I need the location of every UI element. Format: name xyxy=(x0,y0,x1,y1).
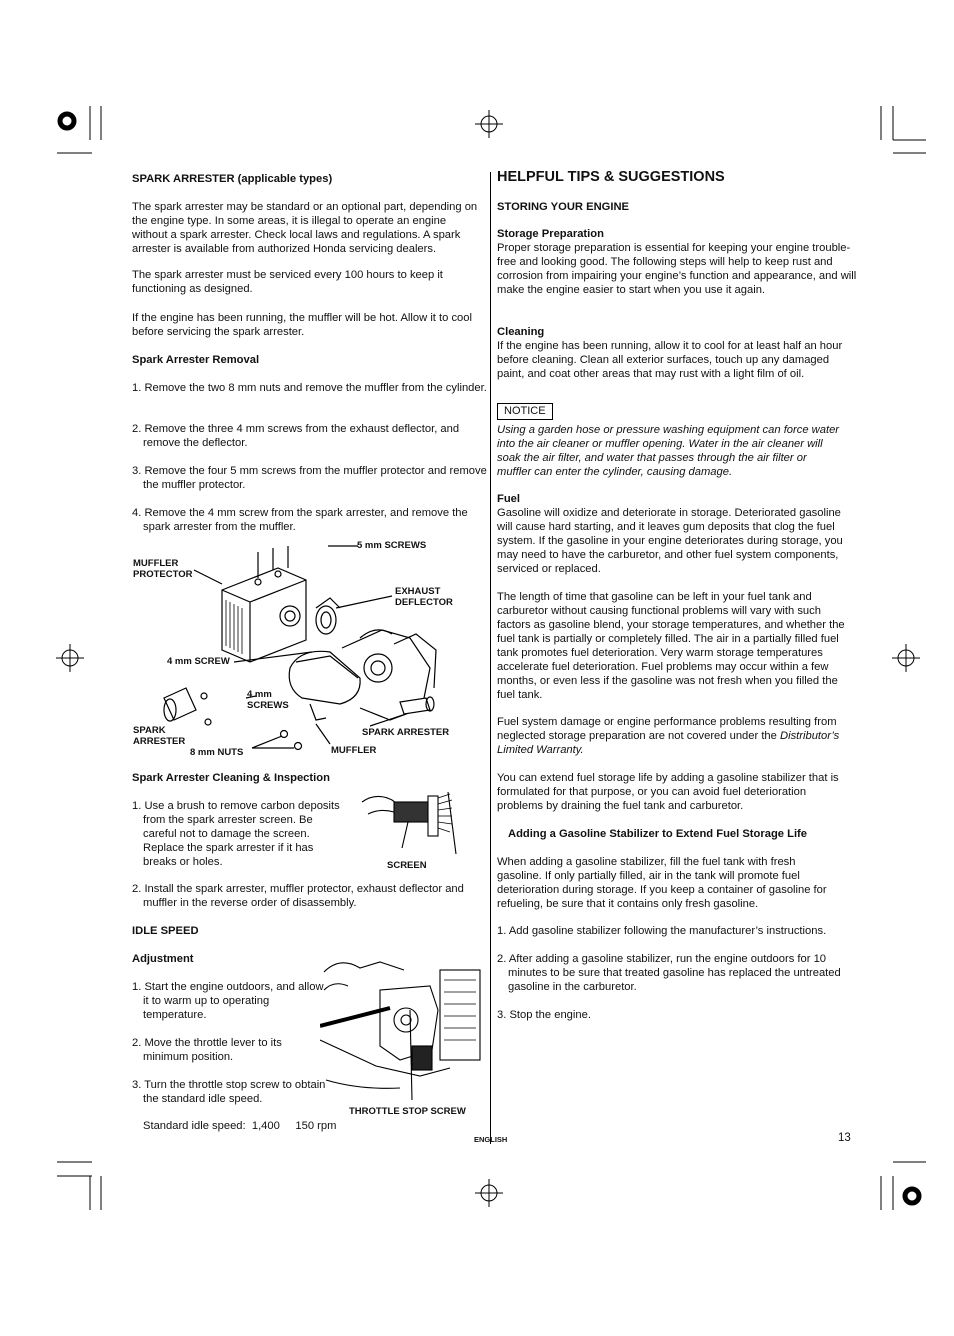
stabilizer-step: 2. After adding a gasoline stabilizer, run the engine outdoors for 10 minutes to be sure that treated gasoline has replaced the untreated gasoline in the carburetor. xyxy=(497,953,841,993)
fuel-paragraph-2: The length of time that gasoline can be left in your fuel tank and carburetor without causing functional problems will vary with such factors as gasoline blend, your storage temperatures, and whether the fuel tank is partially or completely filled. The air in a partially filled fuel tank promotes fuel deterioration. Very warm storage temperatures accelerate fuel deterioration. Fuel problems may occur within a few months, or even less if the gasoline was not fresh when you filled the fuel tank. xyxy=(497,591,848,701)
idle-speed-spec: Standard idle speed: 1,400 150 rpm xyxy=(143,1120,337,1132)
column-divider xyxy=(490,172,491,1144)
removal-title: Spark Arrester Removal xyxy=(132,354,260,366)
label-4mm-screws: 4 mm SCREWS xyxy=(247,689,289,711)
notice-badge: NOTICE xyxy=(497,403,553,420)
idle-speed-title: IDLE SPEED xyxy=(132,925,199,937)
spark-arrester-paragraph-3: If the engine has been running, the muffler will be hot. Allow it to cool before servicing the spark arrester. xyxy=(132,312,476,338)
idle-step: 3. Turn the throttle stop screw to obtain the standard idle speed. xyxy=(132,1079,326,1105)
label-spark-arrester-right: SPARK ARRESTER xyxy=(362,727,450,738)
spark-arrester-paragraph-1: The spark arrester may be standard or an optional part, depending on the engine type. In some areas, it is illegal to operate an engine without a spark arrester. Check local laws and regulations. A spark arrester is available from authorized Honda servicing dealers. xyxy=(132,201,481,255)
stabilizer-paragraph: When adding a gasoline stabilizer, fill the fuel tank with fresh gasoline. If only partially filled, air in the tank will promote fuel deterioration during storage. If you keep a container of gasoline for refueling, be sure that it contains only fresh gasoline. xyxy=(497,856,830,910)
notice-text: Using a garden hose or pressure washing equipment can force water into the air cleaner or muffler opening. Water in the air cleaner will soak the air filter, and water that passes through the air filter or muffler can enter the cylinder, causing damage. xyxy=(497,424,843,478)
language-label: ENGLISH xyxy=(474,1135,508,1144)
storing-title: STORING YOUR ENGINE xyxy=(497,201,629,213)
label-4mm-screw: 4 mm SCREW xyxy=(167,656,230,667)
cleaning-subtitle: Cleaning xyxy=(497,326,545,338)
removal-step: 4. Remove the 4 mm screw from the spark arrester, and remove the spark arrester from the muffler. xyxy=(132,507,468,533)
label-throttle-stop-screw: THROTTLE STOP SCREW xyxy=(349,1106,466,1117)
cleaning-text: If the engine has been running, allow it to cool for at least half an hour before cleaning. Clean all exterior surfaces, touch up any damaged paint, and coat other areas that may rust with a light film of oil. xyxy=(497,340,846,380)
label-exhaust-deflector: EXHAUST DEFLECTOR xyxy=(395,586,453,608)
label-muffler-protector: MUFFLER PROTECTOR xyxy=(133,558,193,580)
spark-arrester-paragraph-2: The spark arrester must be serviced every 100 hours to keep it functioning as designed. xyxy=(132,269,447,295)
idle-step: 2. Move the throttle lever to its minimum position. xyxy=(132,1037,282,1063)
storage-prep-text: Proper storage preparation is essential for keeping your engine trouble-free and looking good. The following steps will help to keep rust and corrosion from impairing your engine’s function and appearance, and will make the engine easier to start when you use it again. xyxy=(497,242,860,296)
label-muffler: MUFFLER xyxy=(331,745,377,756)
removal-step: 1. Remove the two 8 mm nuts and remove the muffler from the cylinder. xyxy=(132,382,487,394)
helpful-tips-heading: HELPFUL TIPS & SUGGESTIONS xyxy=(497,169,725,185)
label-screen: SCREEN xyxy=(387,860,427,871)
adjustment-title: Adjustment xyxy=(132,953,194,965)
storage-prep-title: Storage Preparation xyxy=(497,228,604,240)
fuel-paragraph-4: You can extend fuel storage life by adding a gasoline stabilizer that is formulated for that purpose, or you can avoid fuel deterioration problems by draining the fuel tank and carburetor. xyxy=(497,772,842,812)
idle-step: 1. Start the engine outdoors, and allow it to warm up to operating temperature. xyxy=(132,981,324,1021)
throttle-stop-screw-illustration xyxy=(320,950,486,1104)
stabilizer-step: 3. Stop the engine. xyxy=(497,1009,591,1021)
fuel-paragraph-3-text: Fuel system damage or engine performance problems resulting from neglected storage preparation are not covered under the xyxy=(497,716,840,742)
stabilizer-title: Adding a Gasoline Stabilizer to Extend Fuel Storage Life xyxy=(508,828,807,840)
fuel-title: Fuel xyxy=(497,493,520,505)
stabilizer-step: 1. Add gasoline stabilizer following the manufacturer’s instructions. xyxy=(497,925,827,937)
removal-step: 2. Remove the three 4 mm screws from the exhaust deflector, and remove the deflector. xyxy=(132,423,460,449)
cleaning-step: 2. Install the spark arrester, muffler protector, exhaust deflector and muffler in the reverse order of disassembly. xyxy=(132,883,464,909)
label-8mm-nuts: 8 mm NUTS xyxy=(190,747,244,758)
cleaning-step: 1. Use a brush to remove carbon deposits from the spark arrester screen. Be careful not to damage the screen. Replace the spark arrester if it has breaks or holes. xyxy=(132,800,340,868)
brush-screen-illustration xyxy=(358,788,462,860)
warranty-reference: Distributor’s Limited Warranty. xyxy=(497,730,843,756)
cleaning-title: Spark Arrester Cleaning & Inspection xyxy=(132,772,330,784)
fuel-paragraph-3 xyxy=(497,715,842,757)
fuel-paragraph-1: Gasoline will oxidize and deteriorate in storage. Deteriorated gasoline will cause hard starting, and it leaves gum deposits that clog the fuel system. If the gasoline in your engine deteriorates during storage, you may need to have the carburetor, and other fuel system components, serviced or replaced. xyxy=(497,507,846,575)
page-number: 13 xyxy=(838,1132,851,1144)
spark-arrester-title: SPARK ARRESTER (applicable types) xyxy=(132,173,333,185)
label-spark-arrester-left: SPARK ARRESTER xyxy=(133,725,186,747)
removal-step: 3. Remove the four 5 mm screws from the muffler protector and remove the muffler protector. xyxy=(132,465,487,491)
label-5mm-screws: 5 mm SCREWS xyxy=(357,540,427,551)
